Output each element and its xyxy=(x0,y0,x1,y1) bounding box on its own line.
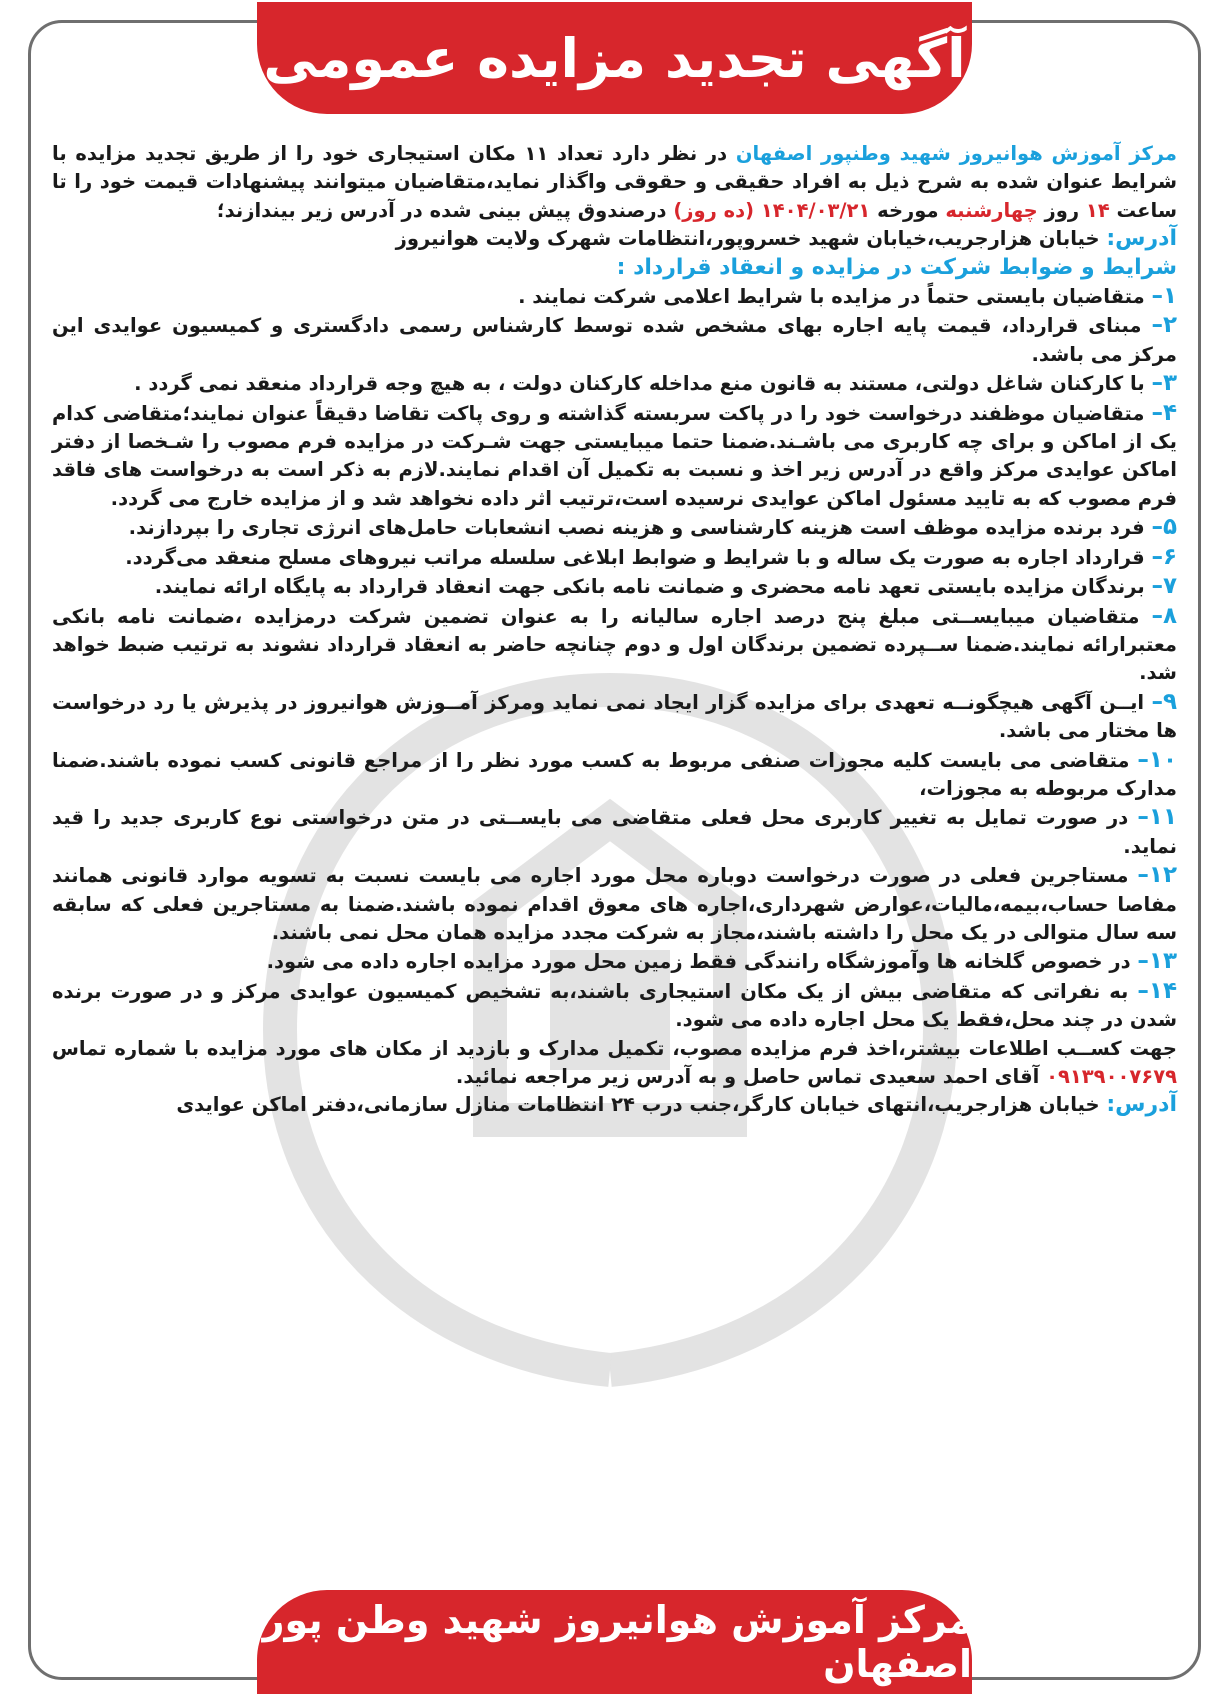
intro-paragraph xyxy=(52,140,1177,225)
contact-phone: ۰۹۱۳۹۰۰۷۶۷۹ xyxy=(1046,1065,1177,1088)
item-text: با کارکنان شاغل دولتی، مستند به قانون منع مداخله کارکنان دولت ، به هیچ وجه قرارداد منعقد نمی گردد . xyxy=(134,372,1145,396)
item-number: ۴– xyxy=(1151,399,1177,426)
condition-item xyxy=(52,282,1177,311)
item-number: ۱– xyxy=(1151,283,1177,310)
condition-item xyxy=(52,977,1177,1035)
item-text: برندگان مزایده بایستی تعهد نامه محضری و ضمانت نامه بانکی جهت انعقاد قرارداد به پایگاه ارائه نمایند. xyxy=(154,575,1145,599)
contact-paragraph xyxy=(52,1035,1177,1092)
item-text: مبنای قرارداد، قیمت پایه اجاره بهای مشخص شده توسط کارشناس رسمی دادگستری و کمیسیون عوایدی این مرکز می باشد. xyxy=(52,314,1177,366)
item-number: ۱۴– xyxy=(1137,977,1177,1004)
item-number: ۸– xyxy=(1151,602,1178,629)
item-text: فرد برنده مزایده موظف است هزینه کارشناسی و هزینه نصب انشعابات حامل‌های انرژی تجاری را بپردازند. xyxy=(128,516,1145,540)
intro-text-b: روز xyxy=(1044,198,1080,222)
condition-item xyxy=(52,688,1177,746)
item-number: ۱۳– xyxy=(1137,948,1177,975)
item-number: ۶– xyxy=(1151,543,1177,570)
condition-item xyxy=(52,861,1177,947)
intro-text-c: مورخه xyxy=(877,198,939,222)
item-text: متقاضیان موظفند درخواست خود را در پاکت سربسته گذاشته و روی پاکت تقاضا دقیقاً عنوان نمایند؛متقاضی کدام یک از اماکن و برای چه کاربری می باشـند.ضمنا حتما میبایستی جهت شـرکت در مزایده فرم مصوب را شـخصا از دفتر اماکن عوایدی مرکز واقع در آدرس زیر اخذ و نسبت به تکمیل آن اقدام نمایند.لازم به ذکر است به درخواست های فاقد فرم مصوب که به تایید مسئول اماکن عوایدی نرسیده است،ترتیب اثر داده نخواهد شد و از مزایده خارج می گردد. xyxy=(52,401,1177,510)
ad-title: آگهی تجدید مزایده عمومی xyxy=(263,26,966,90)
condition-item xyxy=(52,399,1177,514)
deadline-date: ۱۴۰۴/۰۳/۲۱ xyxy=(760,198,871,222)
condition-item xyxy=(52,311,1177,369)
condition-item xyxy=(52,602,1177,688)
intro-text-a: در نظر دارد تعداد ۱۱ مکان استیجاری خود را از طریق تجدید مزایده با شرایط عنوان شده به شرح ذیل به افراد حقیقی و حقوقی واگذار نماید،متقاضیان میتوانند پیشنهادات قیمت خود را تا ساعت xyxy=(52,142,1177,222)
contact-text-b: آقای احمد سعیدی تماس حاصل و به آدرس زیر مراجعه نمائید. xyxy=(455,1065,1040,1088)
deadline-hour: ۱۴ xyxy=(1085,198,1110,222)
item-number: ۱۲– xyxy=(1137,862,1177,889)
item-text: به نفراتی که متقاضی بیش از یک مکان استیجاری باشند،به تشخیص کمیسیون عوایدی مرکز و در صورت برنده شدن در چند محل،فقط یک محل اجاره داده می شود. xyxy=(52,979,1177,1032)
item-text: در خصوص گلخانه ها وآموزشگاه رانندگی فقط زمین محل مورد مزایده اجاره داده می شود. xyxy=(266,950,1131,974)
item-number: ۷– xyxy=(1151,573,1177,600)
item-number: ۹– xyxy=(1151,688,1177,715)
condition-item xyxy=(52,803,1177,861)
item-number: ۱۱– xyxy=(1137,804,1177,831)
org-name: مرکز آموزش هوانیروز شهید وطنپور اصفهان xyxy=(735,142,1177,165)
address-line-1 xyxy=(52,225,1177,253)
contact-text-a: جهت کســب اطلاعات بیشتر،اخذ فرم مزایده مصوب، تکمیل مدارک و بازدید از مکان های مورد مزایده با شماره تماس xyxy=(52,1036,1177,1060)
footer-banner xyxy=(257,1590,972,1694)
address-label-1: آدرس: xyxy=(1106,226,1177,252)
address-line-2 xyxy=(52,1091,1177,1119)
item-text: قرارداد اجاره به صورت یک ساله و با شرایط و ضوابط ابلاغی سلسله مراتب نیروهای مسلح منعقد می‌گردد. xyxy=(125,545,1145,569)
deadline-day: چهارشنبه xyxy=(945,198,1038,222)
condition-item xyxy=(52,947,1177,976)
condition-item xyxy=(52,513,1177,542)
condition-item xyxy=(52,746,1177,804)
conditions-heading: شرایط و ضوابط شرکت در مزایده و انعقاد قرارداد : xyxy=(616,254,1177,280)
condition-item xyxy=(52,572,1177,601)
address-label-2: آدرس: xyxy=(1106,1092,1177,1118)
title-banner xyxy=(257,2,972,114)
item-text: متقاضی می بایست کلیه مجوزات صنفی مربوط به کسب مورد نظر را از مراجع قانونی کسب نموده باشند.ضمنا مدارک مربوطه به مجوزات، xyxy=(52,748,1177,800)
address-text-2: خیابان هزارجریب،انتهای خیابان کارگر،جنب درب ۲۴ انتظامات منازل سازمانی،دفتر اماکن عوایدی xyxy=(176,1093,1100,1117)
item-number: ۲– xyxy=(1151,312,1177,339)
item-number: ۱۰– xyxy=(1137,746,1177,773)
item-text: در صورت تمایل به تغییر کاربری محل فعلی متقاضی می بایســتی در متن درخواستی نوع کاربری جدید را قید نماید. xyxy=(52,806,1177,858)
item-text: مستاجرین فعلی در صورت درخواست دوباره محل مورد اجاره می بایست نسبت به تسویه موارد قانونی همانند مفاصا حساب،بیمه،مالیات،عوارض شهرداری،اجاره های معوق اقدام نموده باشند.ضمنا به مستاجرین فعلی که سابقه سه سال متوالی در یک محل را داشته باشند،مجاز به شرکت مجدد مزایده همان محل نمی باشند. xyxy=(52,864,1177,944)
condition-item xyxy=(52,543,1177,572)
item-text: ایــن آگهی هیچگونــه تعهدی برای مزایده گزار ایجاد نمی نماید ومرکز آمــوزش هوانیروز در پذیرش یا رد درخواست ها مختار می باشد. xyxy=(52,690,1177,743)
intro-text-d: درصندوق پیش بینی شده در آدرس زیر بیندازند؛ xyxy=(216,198,667,222)
item-text: متقاضیان بایستی حتماً در مزایده با شرایط اعلامی شرکت نمایند . xyxy=(518,285,1145,309)
ad-body xyxy=(52,140,1177,1580)
item-number: ۳– xyxy=(1151,370,1177,397)
item-number: ۵– xyxy=(1151,514,1177,541)
deadline-days-count: (ده روز) xyxy=(673,198,755,222)
address-text-1: خیابان هزارجریب،خیابان شهید خسروپور،انتظامات شهرک ولایت هوانیروز xyxy=(395,227,1100,251)
item-text: متقاضیان میبایســتی مبلغ پنج درصد اجاره سالیانه را به عنوان تضمین شرکت درمزایده ،ضمانت نامه بانکی معتبرارائه نمایند.ضمنا ســپرده تضمین برندگان اول و دوم چنانچه حاضر به انعقاد قرارداد نشوند به ترتیب ضبط خواهد شد. xyxy=(52,604,1177,685)
condition-item xyxy=(52,369,1177,398)
footer-org-name: مرکز آموزش هوانیروز شهید وطن پور اصفهان xyxy=(262,1598,972,1686)
